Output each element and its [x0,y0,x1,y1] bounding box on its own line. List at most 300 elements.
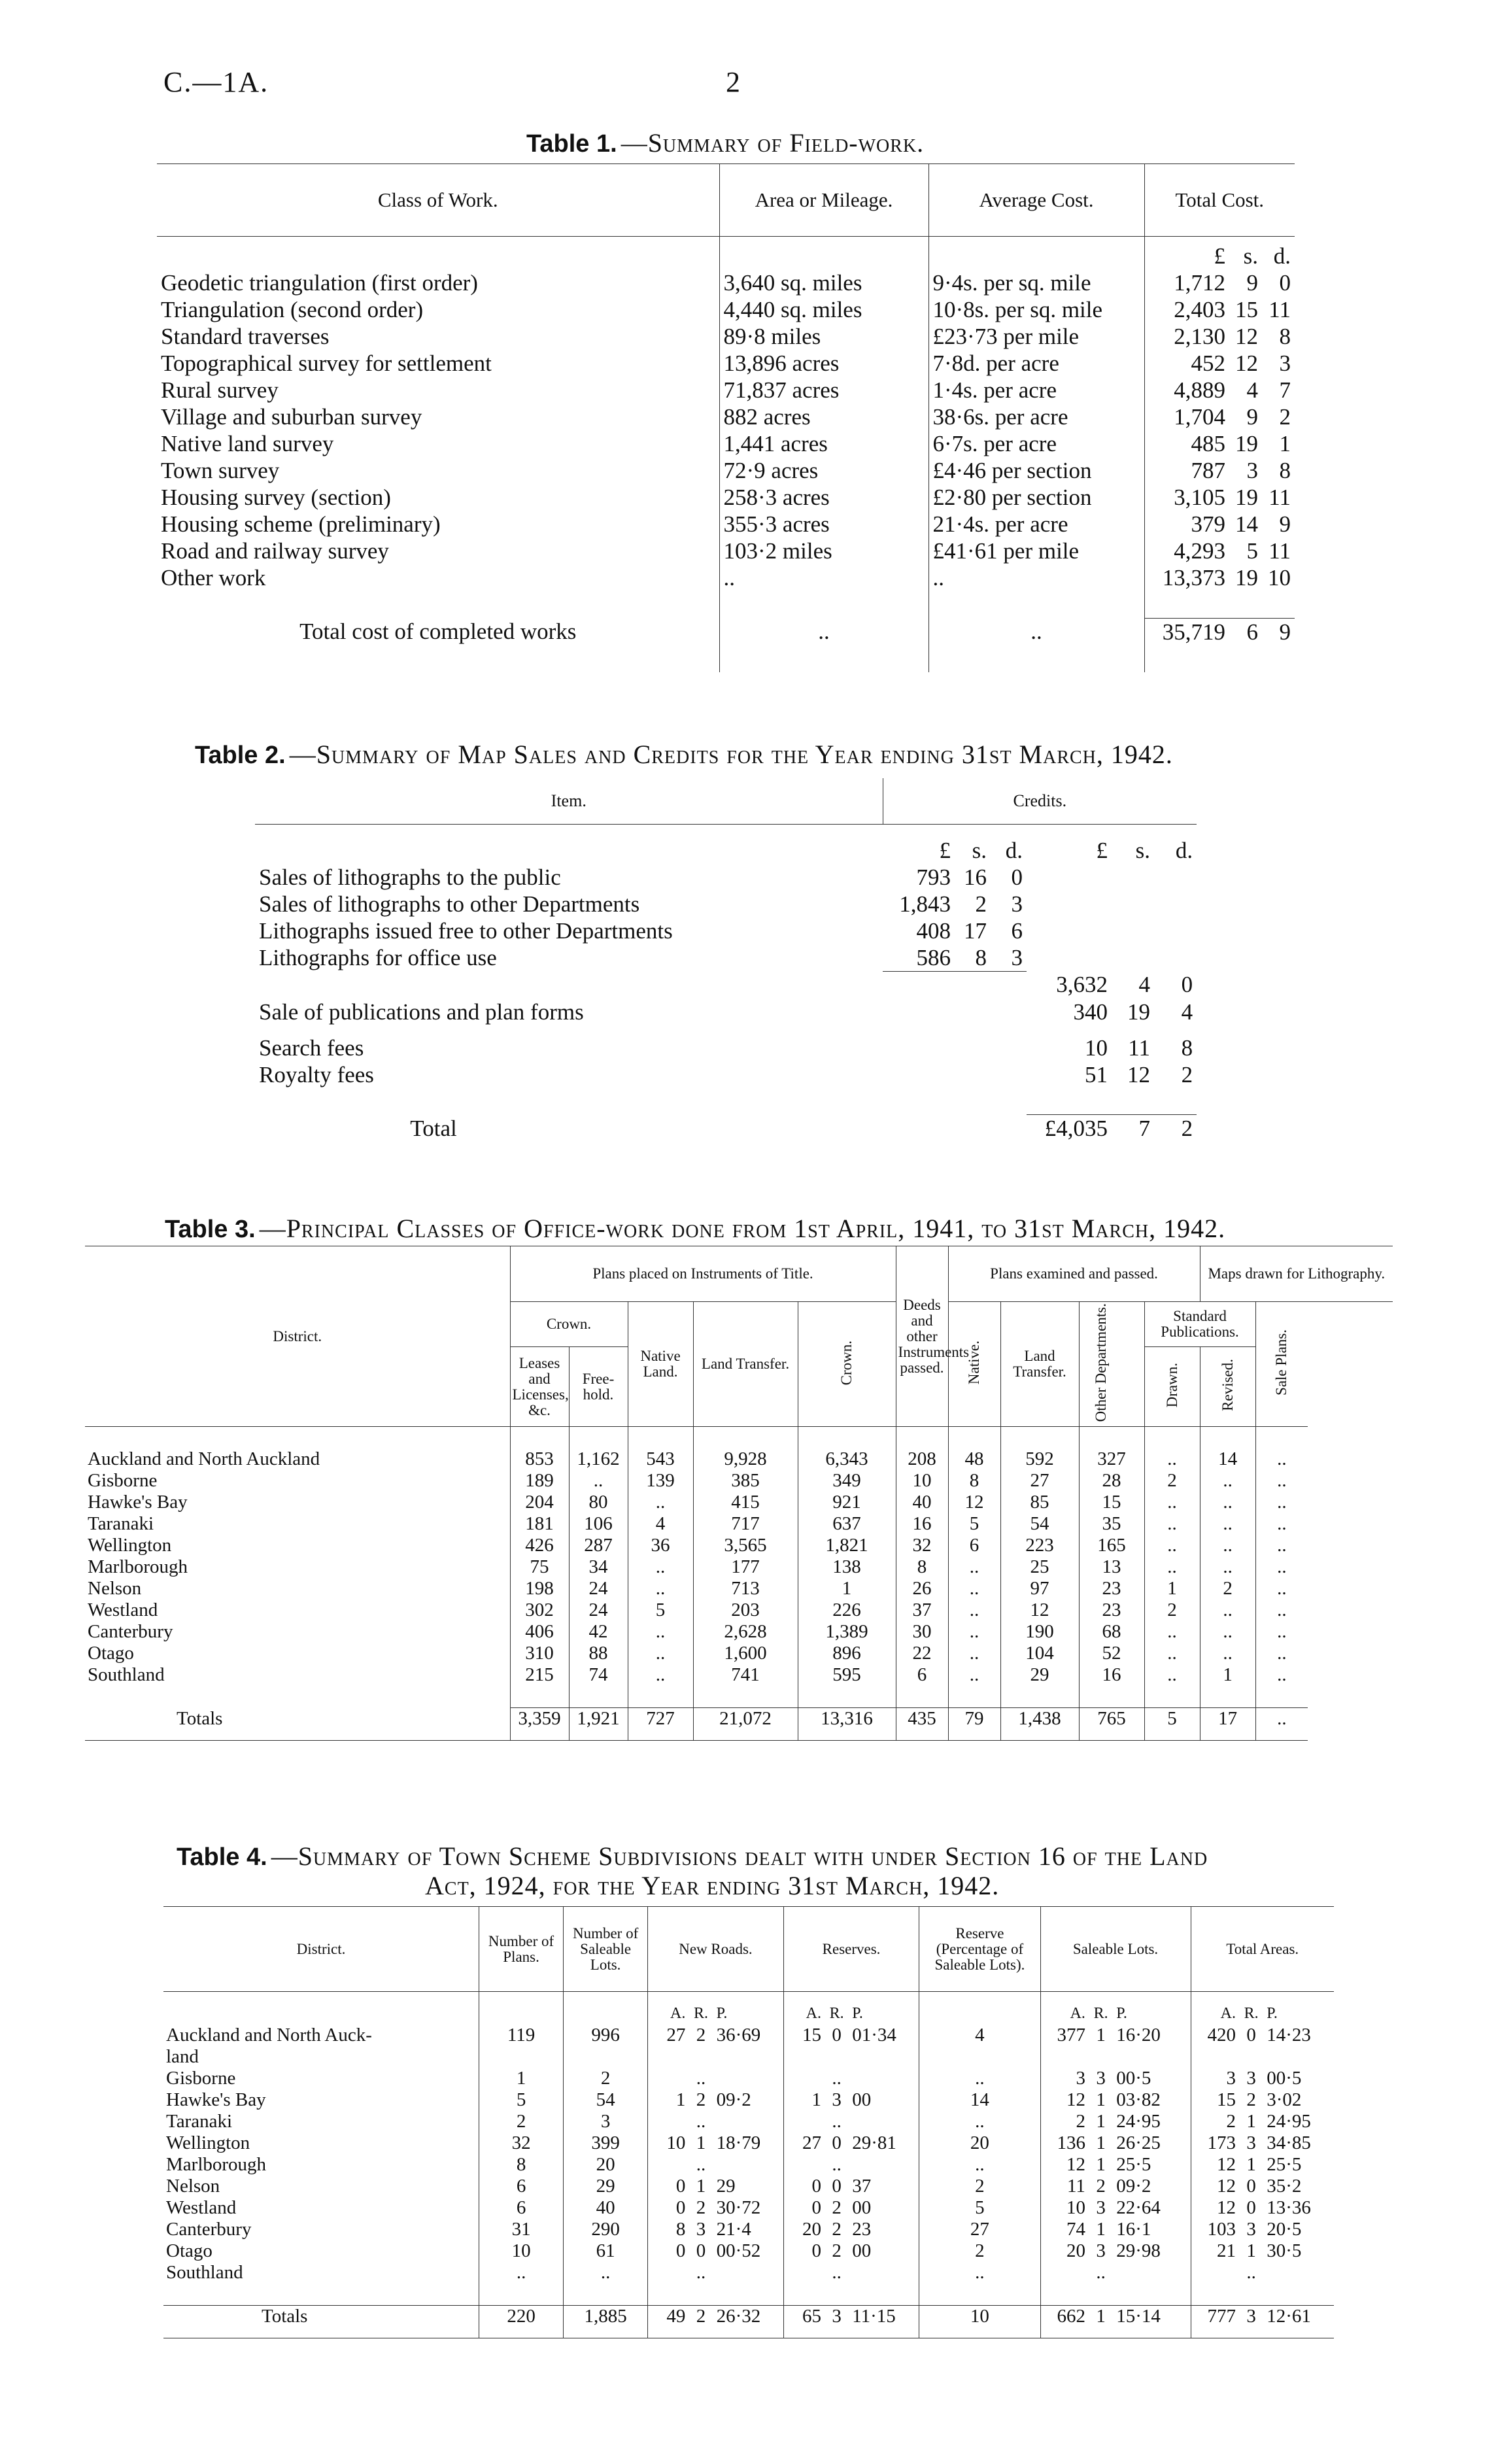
average-cost-cell: 38·6s. per acre [928,403,1144,430]
examined-crown-cell: 8 [896,1556,948,1578]
total-examined-crown-cell: 435 [896,1708,948,1741]
freehold-cell: 287 [569,1535,628,1556]
drawn-cell: .. [1144,1513,1200,1535]
area-cell: .. [719,564,928,591]
table-row [157,403,1295,430]
spacer-cell [1079,1686,1144,1708]
sale-roods-cell: 1 [1096,2024,1106,2045]
total-leases-cell: 3,359 [510,1708,569,1741]
spacer-cell [824,2284,849,2306]
examined-land-transfer-cell: 592 [1000,1448,1079,1470]
unit-roods: R. [829,2004,844,2022]
col-saleable-lots-area: Saleable Lots. [1040,1907,1191,1992]
freehold-cell: 74 [569,1664,628,1686]
shillings-cell: 2 [975,891,987,917]
res-roods-cell: .. [832,2067,842,2089]
item-cell: Royalty fees [259,1061,374,1087]
land-transfer-cell: 717 [693,1513,798,1535]
table-row [163,2240,1334,2262]
col-crown: Crown. [510,1302,628,1347]
table-row [85,1621,1393,1643]
pence-cell: 2 [1181,1061,1193,1087]
table-row [163,2262,1334,2284]
pence-cell: 8 [1279,323,1291,349]
shillings-cell: 16 [964,864,987,890]
pounds-cell [1027,917,1112,944]
shillings-cell [955,971,991,999]
col-item: Item. [255,778,883,825]
shillings-cell [1112,917,1154,944]
table4-title-line2: Act, 1924, for the Year ending 31st March, 1942. [425,1871,1000,1900]
tot-perches-cell: 24·95 [1267,2110,1311,2132]
native-land-cell: .. [628,1664,693,1686]
revised-cell: .. [1200,1470,1255,1492]
table3-title: Table 3. —Principal Classes of Office-work done from 1st April, 1941, to 31st March, 1942. [165,1214,1226,1243]
lots-cell: .. [564,2262,648,2284]
examined-native-cell: 8 [948,1470,1000,1492]
tot-roods-cell: 3 [1246,2218,1256,2240]
spacer-cell [1088,2284,1114,2306]
road-roods-cell: .. [696,2153,706,2175]
examined-crown-cell: 208 [896,1448,948,1470]
total-land-transfer-cell: 21,072 [693,1708,798,1741]
tot-acres-cell: 420 [1191,2025,1238,2046]
town-scheme-table [163,1906,1334,2338]
average-cost-cell: 10·8s. per sq. mile [928,296,1144,323]
table-row [157,538,1295,564]
sale-perches-cell: 00·5 [1116,2067,1151,2089]
total-pence-cell: 2 [1154,1115,1197,1142]
road-acres-cell [648,2046,689,2068]
pounds-cell [1027,891,1112,917]
res-acres-cell: 0 [783,2176,824,2197]
area-cell: 103·2 miles [719,538,928,564]
res-roods-cell: 3 [824,2305,849,2338]
unit-acres: A. [1191,1992,1238,2025]
table-row [157,269,1295,296]
sale-roods-cell [1088,2046,1114,2068]
res-roods-cell: 2 [832,2240,842,2261]
deeds-cell: 921 [798,1492,896,1513]
res-roods-cell [824,2046,849,2068]
examined-land-transfer-cell: 85 [1000,1492,1079,1513]
land-transfer-cell: 385 [693,1470,798,1492]
road-acres-cell: 10 [648,2132,689,2154]
table-row [163,2219,1334,2240]
unit-roods: R. [1244,2004,1259,2022]
total-other-departments-cell: 765 [1079,1708,1144,1741]
col-average-cost: Average Cost. [928,164,1144,237]
class-of-work-cell: Housing survey (section) [161,484,391,510]
class-of-work-cell: Housing scheme (preliminary) [161,511,441,537]
pounds-cell: 4,293 [1144,538,1229,564]
spacer-cell [1262,591,1295,619]
district-cell: Canterbury [166,2218,252,2240]
spacer-cell [919,2284,1040,2306]
pounds-cell: 1,704 [1144,403,1229,430]
table-row [255,1061,1197,1088]
tot-perches-cell: 12·61 [1264,2305,1334,2338]
road-perches-cell [714,2262,784,2284]
leases-cell: 302 [510,1600,569,1621]
revised-cell: .. [1200,1492,1255,1513]
sale-acres-cell: 136 [1040,2132,1088,2154]
total-area-cell: .. [719,618,928,645]
total-freehold-cell: 1,921 [569,1708,628,1741]
class-of-work-cell: Road and railway survey [161,538,389,564]
table-row [163,2025,1334,2046]
road-roods-cell [688,2046,713,2068]
res-perches-cell [849,2262,919,2284]
class-of-work-cell: Other work [161,564,266,590]
tot-roods-cell: 1 [1246,2110,1256,2132]
sale-roods-cell: 1 [1096,2110,1106,2132]
pounds-cell [883,1061,955,1088]
area-cell: 71,837 acres [719,377,928,403]
other-departments-cell: 28 [1079,1470,1144,1492]
tot-perches-cell [1264,2262,1334,2284]
sale-plans-cell: .. [1255,1535,1308,1556]
tot-acres-cell: 777 [1191,2305,1238,2338]
district-cell: land [166,2045,199,2067]
pence-cell: 9 [1279,511,1291,537]
total-drawn-cell: 5 [1144,1708,1200,1741]
examined-native-cell: 5 [948,1513,1000,1535]
table-row [85,1664,1393,1686]
plans-cell: .. [479,2262,564,2284]
district-cell: Taranaki [166,2110,233,2132]
table-row [255,864,1197,891]
pence-cell: 10 [1268,564,1291,590]
table-row [85,1448,1393,1470]
col-native-land: Native Land. [628,1302,693,1427]
res-acres-cell: 65 [783,2305,824,2338]
page-reference: C.—1A. [163,66,269,98]
pence-cell: 0 [1279,269,1291,296]
freehold-cell: 1,162 [569,1448,628,1470]
examined-land-transfer-cell: 190 [1000,1621,1079,1643]
pence-cell: 3 [1011,891,1023,917]
deeds-cell: 637 [798,1513,896,1535]
lots-cell: 54 [564,2089,648,2111]
res-roods-cell: .. [832,2110,842,2132]
shillings-cell: 19 [1127,999,1150,1025]
freehold-cell: 24 [569,1600,628,1621]
res-roods-cell: 0 [832,2024,842,2045]
shillings-cell: 15 [1235,296,1258,322]
district-cell: Otago [166,2240,213,2261]
sale-roods-cell: 3 [1096,2240,1106,2261]
leases-cell: 215 [510,1664,569,1686]
sale-acres-cell: 74 [1040,2219,1088,2240]
examined-land-transfer-cell: 29 [1000,1664,1079,1686]
other-departments-cell: 23 [1079,1600,1144,1621]
pence-cell: 8 [1181,1035,1193,1061]
col-examined-native: Native. [948,1302,1000,1427]
district-cell: Southland [166,2261,243,2283]
sale-perches-cell: 09·2 [1116,2175,1151,2197]
tot-acres-cell: 12 [1191,2154,1238,2176]
res-acres-cell [783,2262,824,2284]
sale-acres-cell [1040,2046,1088,2068]
sale-roods-cell: 2 [1096,2175,1106,2197]
examined-native-cell: .. [948,1578,1000,1600]
tot-roods-cell: 0 [1246,2024,1256,2045]
table-row [163,2132,1334,2154]
item-cell: Lithographs issued free to other Departments [259,917,673,944]
total-pounds-cell: £4,035 [1027,1115,1112,1142]
sale-acres-cell: 12 [1040,2089,1088,2111]
freehold-cell: 34 [569,1556,628,1578]
col-drawn: Drawn. [1144,1347,1200,1427]
table-row [163,2305,1334,2338]
table4-label: Table 4. [177,1843,267,1871]
pence-cell: 11 [1268,296,1291,322]
total-native-land-cell: 727 [628,1708,693,1741]
table-row [163,2176,1334,2197]
unit-shillings: s. [972,837,987,863]
tot-acres-cell: 173 [1191,2132,1238,2154]
res-perches-cell: 37 [852,2175,872,2197]
tot-perches-cell: 30·5 [1267,2240,1302,2261]
pounds-cell [883,971,955,999]
table-row [85,1708,1393,1741]
pounds-cell: 452 [1144,350,1229,377]
other-departments-cell: 52 [1079,1643,1144,1664]
res-roods-cell: 2 [832,2197,842,2218]
sale-perches-cell: 15·14 [1114,2305,1191,2338]
examined-land-transfer-cell: 223 [1000,1535,1079,1556]
drawn-cell: 1 [1144,1578,1200,1600]
pence-cell: 2 [1279,403,1291,430]
average-cost-cell: 21·4s. per acre [928,511,1144,538]
area-cell: 72·9 acres [719,457,928,484]
native-land-cell: 543 [628,1448,693,1470]
spacer-cell [1144,591,1229,619]
freehold-cell: 24 [569,1578,628,1600]
deeds-cell: 595 [798,1664,896,1686]
total-average-cell: .. [928,618,1144,645]
land-transfer-cell: 203 [693,1600,798,1621]
res-perches-cell [849,2154,919,2176]
road-acres-cell [648,2068,689,2089]
sale-acres-cell: 12 [1040,2154,1088,2176]
leases-cell: 181 [510,1513,569,1535]
road-perches-cell [714,2111,784,2132]
col-saleable-lots-number: Number of Saleable Lots. [564,1907,648,1992]
reserve-percentage-cell: 27 [919,2219,1040,2240]
land-transfer-cell: 1,600 [693,1643,798,1664]
spacer-cell [479,2284,564,2306]
plans-cell: 10 [479,2240,564,2262]
table4-title: Table 4. —Summary of Town Scheme Subdivisions dealt with under Section 16 of the Land [177,1841,1208,1871]
total-label-cell: Total [410,1115,457,1141]
road-acres-cell: 27 [648,2025,689,2046]
road-acres-cell: 8 [648,2219,689,2240]
tot-acres-cell: 12 [1191,2176,1238,2197]
spacer-cell [883,1115,955,1142]
pence-cell [1154,944,1197,972]
total-pence-cell: 9 [1262,618,1295,645]
sale-roods-cell: 3 [1096,2197,1106,2218]
district-cell: Nelson [166,2175,220,2197]
plans-cell: 1 [479,2068,564,2089]
sale-roods-cell: .. [1096,2261,1106,2283]
spacer-cell [719,645,928,672]
sale-acres-cell: 2 [1040,2111,1088,2132]
sale-perches-cell: 22·64 [1116,2197,1161,2218]
drawn-cell: .. [1144,1621,1200,1643]
lots-cell: 20 [564,2154,648,2176]
shillings-cell: 3 [1246,457,1258,483]
tot-perches-cell: 3·02 [1267,2089,1302,2110]
drawn-cell: .. [1144,1535,1200,1556]
pounds-cell [1027,944,1112,972]
other-departments-cell: 16 [1079,1664,1144,1686]
table-row [157,564,1295,591]
unit-acres: A. [648,1992,689,2025]
sale-acres-cell: 11 [1040,2176,1088,2197]
col-land-transfer: Land Transfer. [693,1302,798,1427]
table-row [163,2284,1334,2306]
deeds-cell: 6,343 [798,1448,896,1470]
reserve-percentage-cell: 5 [919,2197,1040,2219]
res-acres-cell [783,2068,824,2089]
revised-cell: 2 [1200,1578,1255,1600]
land-transfer-cell: 741 [693,1664,798,1686]
tot-roods-cell: 3 [1238,2305,1264,2338]
tot-roods-cell: 2 [1246,2089,1256,2110]
tot-acres-cell [1191,2262,1238,2284]
leases-cell: 198 [510,1578,569,1600]
pence-cell: 1 [1279,430,1291,456]
reserve-percentage-cell: 2 [919,2176,1040,2197]
native-land-cell: .. [628,1492,693,1513]
pounds-cell: 10 [1085,1035,1108,1061]
revised-cell: .. [1200,1556,1255,1578]
pounds-cell: 51 [1085,1061,1108,1087]
native-land-cell: 139 [628,1470,693,1492]
spacer-cell [1191,2284,1238,2306]
unit-perches: P. [716,2004,728,2022]
table-row [157,645,1295,672]
table-row [157,430,1295,457]
spacer-cell [896,1686,948,1708]
class-of-work-cell: Geodetic triangulation (first order) [161,269,478,296]
table-row [255,1115,1197,1142]
sale-perches-cell: 26·25 [1116,2132,1161,2153]
drawn-cell: 2 [1144,1470,1200,1492]
spacer-cell [1238,2284,1264,2306]
table-row [255,944,1197,972]
district-cell: Wellington [88,1535,172,1556]
examined-native-cell: .. [948,1643,1000,1664]
other-departments-cell: 165 [1079,1535,1144,1556]
area-cell: 3,640 sq. miles [719,269,928,296]
shillings-cell: 9 [1246,269,1258,296]
spacer-cell [798,1686,896,1708]
table-row [85,1535,1393,1556]
plans-cell: 6 [479,2197,564,2219]
freehold-cell: 42 [569,1621,628,1643]
shillings-cell: 12 [1235,323,1258,349]
examined-land-transfer-cell: 97 [1000,1578,1079,1600]
col-total-areas: Total Areas. [1191,1907,1334,1992]
tot-perches-cell [1264,2046,1334,2068]
tot-roods-cell: 0 [1246,2197,1256,2218]
col-leases: Leases and Licenses, &c. [510,1347,569,1427]
pence-cell: 4 [1181,999,1193,1025]
res-perches-cell [849,2068,919,2089]
road-roods-cell: 1 [696,2132,706,2153]
examined-native-cell: .. [948,1556,1000,1578]
tot-perches-cell: 20·5 [1267,2218,1302,2240]
tot-roods-cell: 0 [1246,2175,1256,2197]
shillings-cell: 19 [1235,564,1258,590]
land-transfer-cell: 9,928 [693,1448,798,1470]
res-acres-cell: 27 [783,2132,824,2154]
sale-perches-cell [1114,2046,1191,2068]
total-examined-native-cell: 79 [948,1708,1000,1741]
table-row [255,999,1197,1035]
unit-perches: P. [1267,2004,1278,2022]
lots-cell [564,2046,648,2068]
sale-acres-cell [1040,2262,1088,2284]
spacer-cell [783,2284,824,2306]
tot-roods-cell [1238,2046,1264,2068]
road-acres-cell [648,2262,689,2284]
col-total-cost: Total Cost. [1144,164,1295,237]
reserve-percentage-cell: 20 [919,2132,1040,2154]
plans-cell: 31 [479,2219,564,2240]
unit-shillings: s. [1243,243,1258,269]
drawn-cell: .. [1144,1643,1200,1664]
tot-roods-cell: 1 [1246,2240,1256,2261]
col-area: Area or Mileage. [719,164,928,237]
col-maps-drawn: Maps drawn for Lithography. [1200,1246,1393,1302]
examined-crown-cell: 40 [896,1492,948,1513]
revised-cell: 14 [1200,1448,1255,1470]
unit-roods: R. [1093,2004,1108,2022]
lots-cell: 40 [564,2197,648,2219]
area-cell: 89·8 miles [719,323,928,350]
plans-cell: 2 [479,2111,564,2132]
plans-cell: 119 [479,2025,564,2046]
res-acres-cell [783,2046,824,2068]
shillings-cell [955,1035,991,1061]
item-cell: Lithographs for office use [259,944,497,970]
native-land-cell: .. [628,1621,693,1643]
res-acres-cell: 15 [783,2025,824,2046]
res-acres-cell: 0 [783,2240,824,2262]
class-of-work-cell: Town survey [161,457,280,483]
lots-cell: 3 [564,2111,648,2132]
table-row [85,1643,1393,1664]
col-reserves: Reserves. [783,1907,919,1992]
sale-acres-cell: 377 [1040,2025,1088,2046]
tot-acres-cell: 12 [1191,2197,1238,2219]
road-perches-cell [714,2068,784,2089]
pence-cell [1154,917,1197,944]
sale-acres-cell: 10 [1040,2197,1088,2219]
pence-cell: 8 [1279,457,1291,483]
shillings-cell [955,1061,991,1088]
table-row [163,2197,1334,2219]
examined-native-cell: .. [948,1600,1000,1621]
pounds-cell: 379 [1144,511,1229,538]
table1-title: Table 1. —Summary of Field-work. [526,128,925,158]
reserve-percentage-cell: 4 [919,2025,1040,2046]
